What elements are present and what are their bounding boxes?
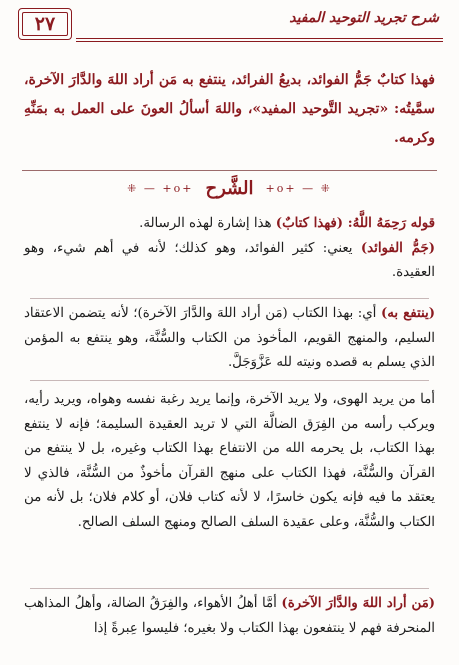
paragraph-text: أي: بهذا الكتاب (مَن أراد اللهَ والدَّارَ الآخرة)؛ لأنه يتضمن الاعتقاد السليم، والمنهج القويم، المأخوذ من الكتاب والسُّنَّة، وهو ينتفع به المؤمن الذي يسلم به قصده ونيته لله عَزَّوَجَلَّ. [24, 306, 435, 370]
paragraph-text: هذا إشارة لهذه الرسالة. [139, 216, 276, 231]
paragraph-text: أمَّا أهلُ الأهواء، والفِرَقُ الضالة، وأهلُ المذاهب المنحرفة فهم لا ينتفعون بهذا الكتاب ولا بغيره؛ فليسوا عِبرةً إذا [24, 596, 435, 636]
commentary-paragraph-4 [24, 592, 435, 641]
paragraph-keyword: (جَمُّ الفوائد) [360, 240, 436, 256]
commentary-paragraph-1 [24, 212, 435, 286]
paragraph-divider [30, 298, 429, 299]
paragraph-text: يعني: كثير الفوائد، وهو كذلك؛ لأنه في أهم شيء، وهو العقيدة. [24, 240, 435, 280]
heading-ornament-right: ⁜ — +o+ [265, 181, 332, 195]
paragraph-line [24, 237, 435, 286]
page-number: ٢٧ [34, 13, 56, 35]
heading-title: الشَّرح [205, 177, 254, 199]
paragraph-line [24, 212, 435, 237]
paragraph-divider [30, 588, 429, 589]
commentary-paragraph-3 [24, 388, 435, 535]
page-number-frame [18, 8, 72, 40]
paragraph-keyword: (مَن أراد اللهَ والدَّارَ الآخرة) [281, 596, 435, 611]
running-title: شرح تجريد التوحيد المفيد [289, 10, 439, 26]
commentary-paragraph-2 [24, 302, 435, 376]
paragraph-keyword: قوله رَحِمَهُ اللَّهُ: (فهذا كتابٌ) [275, 216, 435, 231]
paragraph-text: أما من يريد الهوى، ولا يريد الآخرة، وإنما يريد رغبة نفسه وهواه، ويريد رأيه، ويركب رأسه من الفِرَق الضالَّة التي لا تريد العقيدة السليمة؛ فإنه لا ينتفع بهذا الكتاب، بل يحرمه الله من الانتفاع بهذا الكتاب وغيره، بل لا ينتفع من القرآن والسُّنَّة، فهذا الكتاب على منهج القرآن مأخوذٌ من السُّنَّة، فالذي لا يعتقد ما فيه فإنه يكون خاسرًا، لا لأنه كتاب فلان، أو كلام فلان؛ بل لأنه من الكتاب والسُّنَّة، وعلى عقيدة السلف الصالح ومنهج السلف الصالح. [24, 392, 435, 530]
intro-paragraph: فهذا كتابٌ جَمُّ الفوائد، بديعُ الفرائد، ينتفع به مَن أراد اللهَ والدَّارَ الآخرة، سمَّيتُه: «تجريد التَّوحيد المفيد»، واللهَ أسألُ العونَ على العمل به بمَنِّهِ وكرمه. [24, 72, 435, 146]
paragraph-keyword: (ينتفع به) [381, 306, 435, 321]
intro-divider [22, 170, 437, 171]
page-header [16, 8, 443, 42]
paragraph-divider [30, 380, 429, 381]
header-rule [76, 38, 443, 39]
header-rule-thin [76, 41, 443, 42]
section-heading [0, 176, 459, 200]
heading-ornament-left: +o+ — ⁜ [127, 181, 194, 195]
